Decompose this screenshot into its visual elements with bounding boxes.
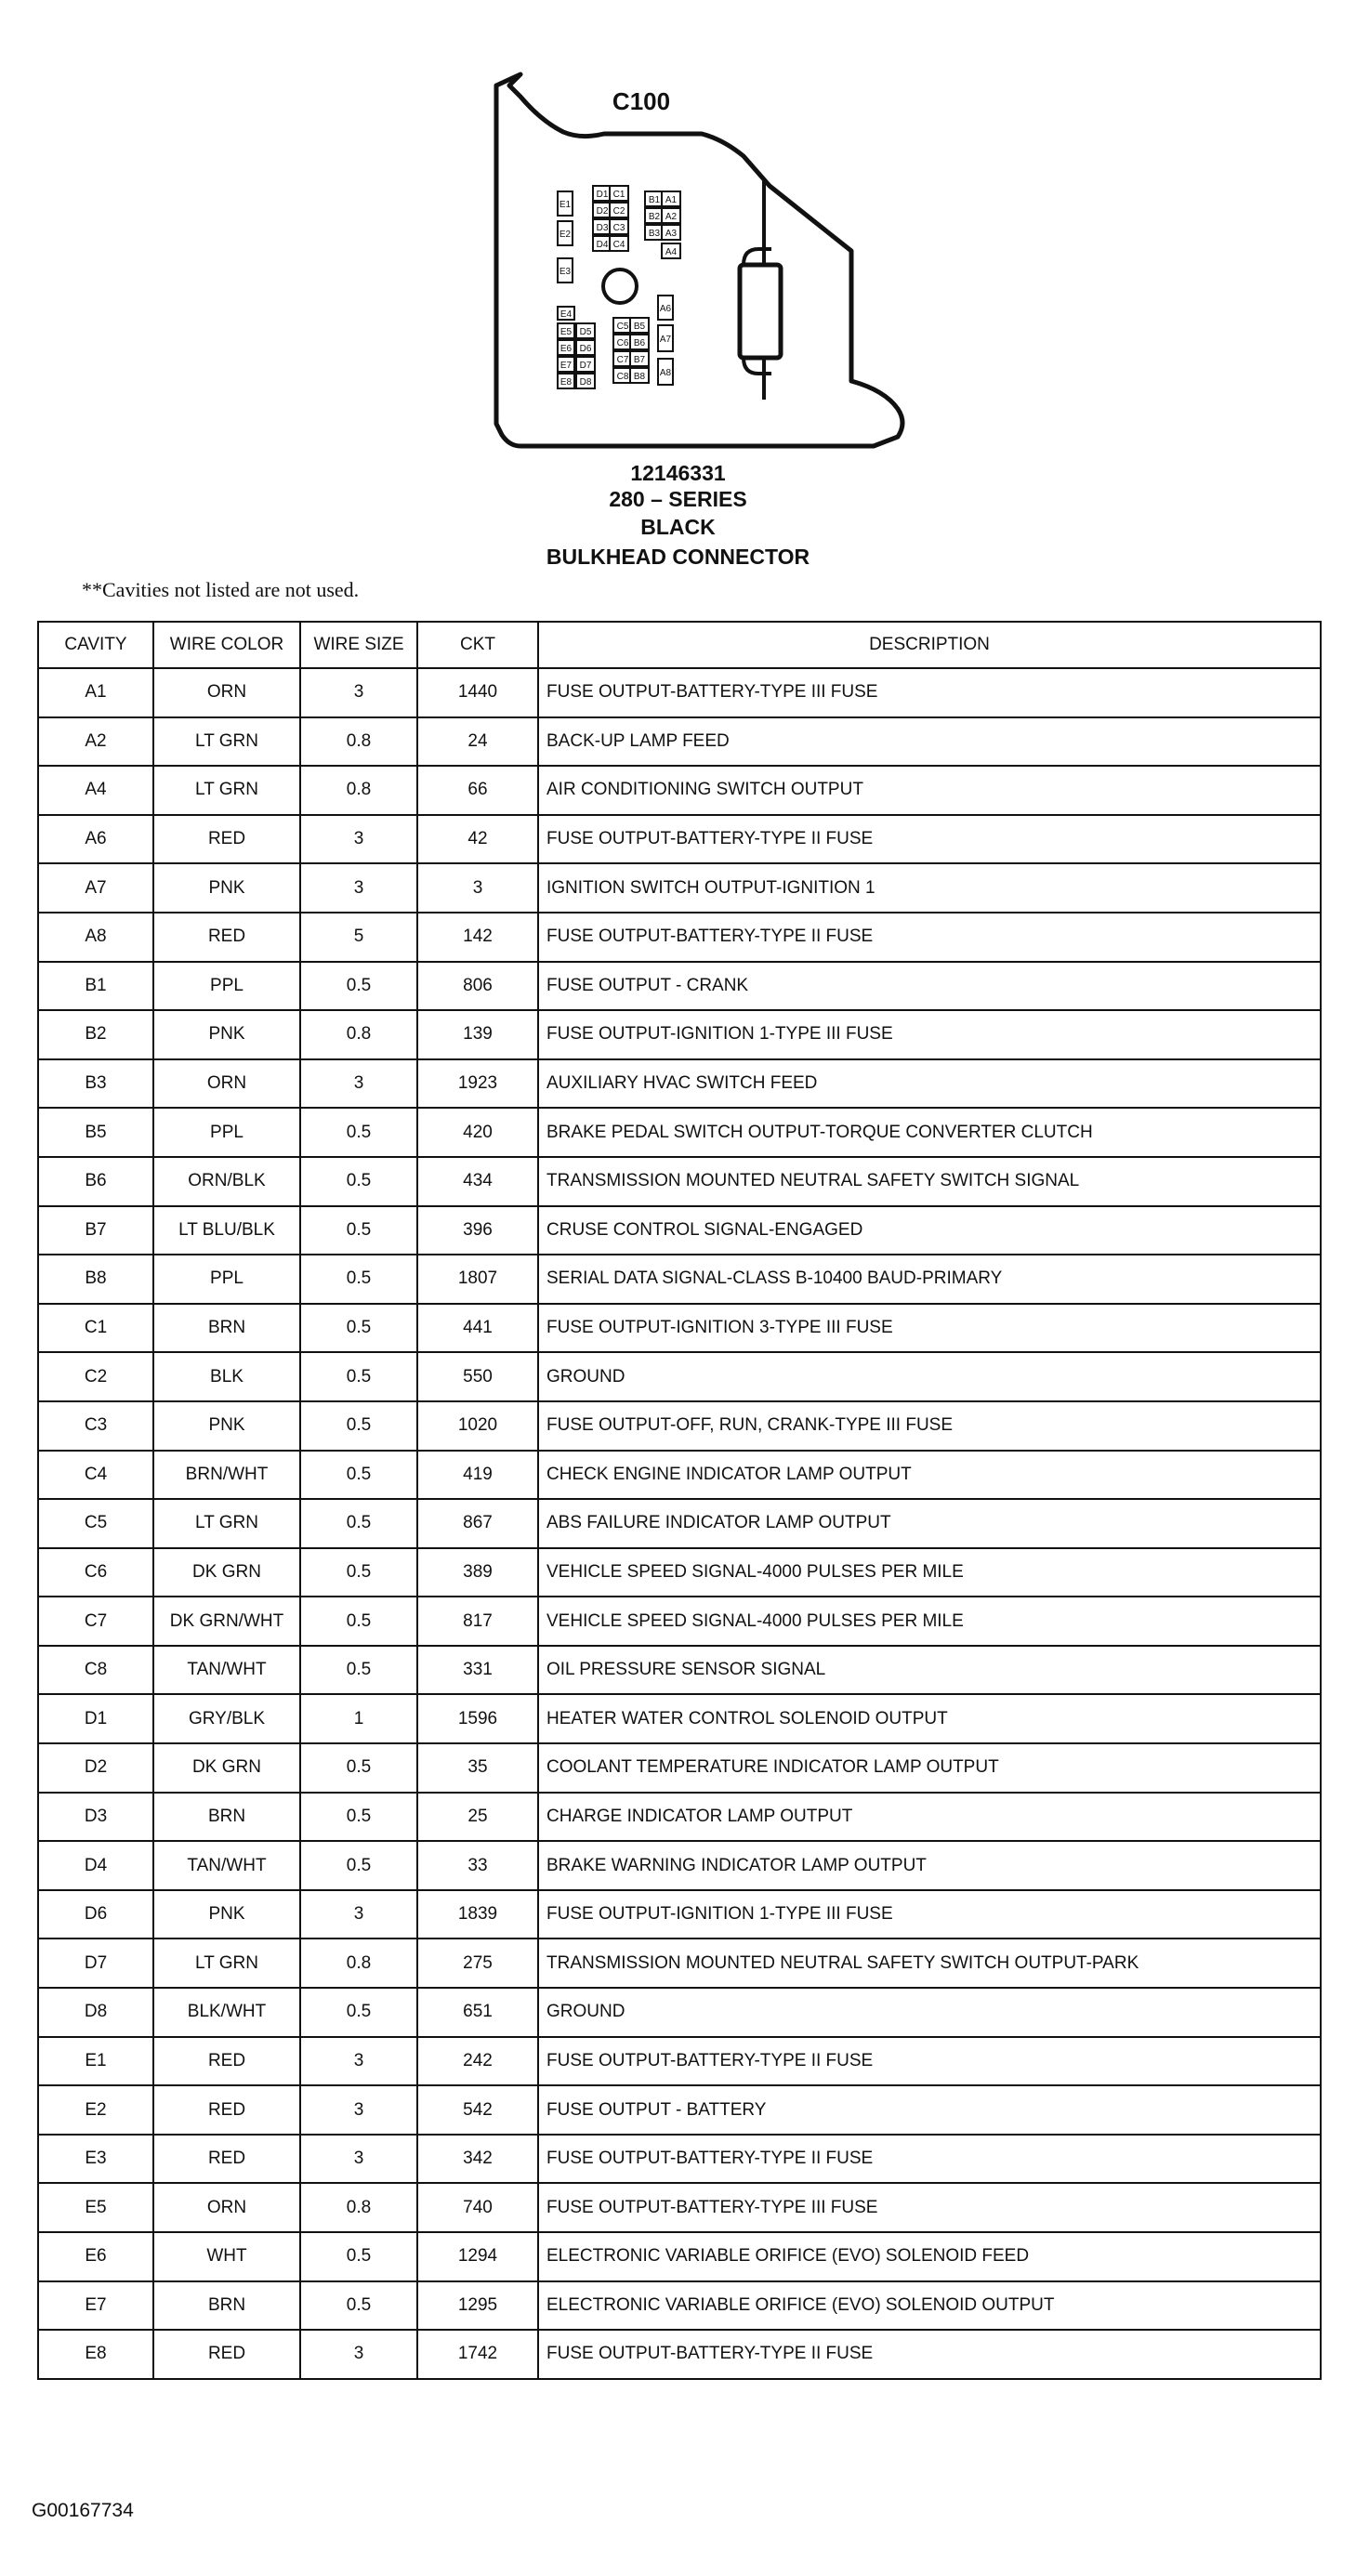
cell-wire-color: LT BLU/BLK: [153, 1206, 300, 1255]
cell-cavity: B1: [38, 962, 153, 1011]
table-row: [38, 1157, 1321, 1206]
cell-wire-size: 3: [300, 1059, 417, 1109]
cell-description: BRAKE PEDAL SWITCH OUTPUT-TORQUE CONVERTER CLUTCH: [538, 1108, 1321, 1157]
cavity-label: E2: [559, 230, 572, 240]
cell-cavity: B6: [38, 1157, 153, 1206]
cell-wire-size: 3: [300, 668, 417, 717]
table-row: [38, 1451, 1321, 1500]
table-row: [38, 1988, 1321, 2037]
cell-wire-size: 0.5: [300, 2232, 417, 2281]
cavity-label: D6: [579, 344, 592, 354]
cell-ckt: 542: [417, 2085, 538, 2135]
cavity-label: A1: [665, 195, 678, 205]
cell-description: TRANSMISSION MOUNTED NEUTRAL SAFETY SWITCH OUTPUT-PARK: [538, 1939, 1321, 1988]
cell-cavity: C1: [38, 1304, 153, 1353]
cell-wire-color: ORN: [153, 1059, 300, 1109]
cavity-label: D7: [579, 361, 592, 371]
cavity-label: C2: [612, 206, 625, 217]
connector-name: C100: [612, 87, 671, 115]
cell-wire-color: ORN/BLK: [153, 1157, 300, 1206]
cell-cavity: D2: [38, 1743, 153, 1793]
latch: [740, 265, 781, 358]
cell-description: FUSE OUTPUT - CRANK: [538, 962, 1321, 1011]
cell-wire-color: DK GRN: [153, 1548, 300, 1597]
cell-wire-size: 0.5: [300, 1255, 417, 1304]
table-row: [38, 1694, 1321, 1743]
cell-wire-size: 3: [300, 1890, 417, 1939]
header-description: DESCRIPTION: [538, 622, 1321, 668]
cell-wire-size: 0.5: [300, 1548, 417, 1597]
cell-description: FUSE OUTPUT-BATTERY-TYPE III FUSE: [538, 2183, 1321, 2232]
cell-cavity: C5: [38, 1499, 153, 1548]
cell-ckt: 139: [417, 1010, 538, 1059]
cell-ckt: 389: [417, 1548, 538, 1597]
cavity-label: E3: [559, 267, 572, 277]
cell-wire-size: 0.5: [300, 1157, 417, 1206]
cell-description: FUSE OUTPUT-BATTERY-TYPE II FUSE: [538, 2135, 1321, 2184]
cell-cavity: B5: [38, 1108, 153, 1157]
cavity-label: D8: [579, 377, 592, 388]
cell-wire-size: 0.5: [300, 1841, 417, 1890]
table-row: [38, 1548, 1321, 1597]
cell-cavity: D3: [38, 1793, 153, 1842]
cell-description: BACK-UP LAMP FEED: [538, 717, 1321, 767]
connector-part-number: 12146331: [630, 461, 726, 485]
cell-cavity: C7: [38, 1597, 153, 1646]
cell-description: OIL PRESSURE SENSOR SIGNAL: [538, 1646, 1321, 1695]
cell-wire-color: RED: [153, 913, 300, 962]
cell-ckt: 33: [417, 1841, 538, 1890]
cavity-label: D1: [596, 190, 609, 200]
cell-wire-size: 0.5: [300, 1988, 417, 2037]
cell-cavity: D1: [38, 1694, 153, 1743]
cavity-label: E4: [560, 309, 573, 320]
cell-ckt: 275: [417, 1939, 538, 1988]
table-row: [38, 668, 1321, 717]
cell-ckt: 1596: [417, 1694, 538, 1743]
cell-wire-color: LT GRN: [153, 766, 300, 815]
header-wire-color: WIRE COLOR: [153, 622, 300, 668]
cell-description: CHARGE INDICATOR LAMP OUTPUT: [538, 1793, 1321, 1842]
table-row: [38, 1206, 1321, 1255]
cell-ckt: 441: [417, 1304, 538, 1353]
table-row: [38, 863, 1321, 913]
cell-wire-size: 0.5: [300, 1206, 417, 1255]
cell-description: ELECTRONIC VARIABLE ORIFICE (EVO) SOLENOID OUTPUT: [538, 2281, 1321, 2331]
cell-wire-size: 3: [300, 863, 417, 913]
cell-wire-color: RED: [153, 2135, 300, 2184]
cell-cavity: D6: [38, 1890, 153, 1939]
cell-cavity: E7: [38, 2281, 153, 2331]
cell-description: FUSE OUTPUT-BATTERY-TYPE II FUSE: [538, 2330, 1321, 2379]
cell-description: FUSE OUTPUT-OFF, RUN, CRANK-TYPE III FUSE: [538, 1401, 1321, 1451]
header-ckt: CKT: [417, 622, 538, 668]
cell-wire-color: PPL: [153, 1255, 300, 1304]
latch-clip-bottom: [744, 358, 771, 374]
cell-ckt: 66: [417, 766, 538, 815]
table-row: [38, 1255, 1321, 1304]
cell-description: FUSE OUTPUT-IGNITION 1-TYPE III FUSE: [538, 1010, 1321, 1059]
table-body: [38, 668, 1321, 2379]
table-row: [38, 1597, 1321, 1646]
cell-cavity: B3: [38, 1059, 153, 1109]
cell-wire-color: ORN: [153, 2183, 300, 2232]
cell-cavity: B2: [38, 1010, 153, 1059]
cell-description: TRANSMISSION MOUNTED NEUTRAL SAFETY SWITCH SIGNAL: [538, 1157, 1321, 1206]
cell-ckt: 817: [417, 1597, 538, 1646]
cell-wire-color: BRN/WHT: [153, 1451, 300, 1500]
cell-description: FUSE OUTPUT - BATTERY: [538, 2085, 1321, 2135]
cell-wire-size: 0.5: [300, 1499, 417, 1548]
cell-wire-size: 0.5: [300, 1352, 417, 1401]
cell-cavity: A7: [38, 863, 153, 913]
cavity-table: [37, 621, 1322, 2380]
cell-cavity: A2: [38, 717, 153, 767]
cell-wire-color: DK GRN: [153, 1743, 300, 1793]
table-row: [38, 1890, 1321, 1939]
cell-wire-color: BRN: [153, 1304, 300, 1353]
cell-cavity: B7: [38, 1206, 153, 1255]
cell-wire-color: GRY/BLK: [153, 1694, 300, 1743]
cavity-label: A2: [665, 212, 678, 222]
table-row: [38, 1059, 1321, 1109]
cavity-label: C7: [616, 355, 629, 365]
cell-ckt: 24: [417, 717, 538, 767]
cell-description: CHECK ENGINE INDICATOR LAMP OUTPUT: [538, 1451, 1321, 1500]
cell-cavity: E1: [38, 2037, 153, 2086]
cell-description: FUSE OUTPUT-BATTERY-TYPE II FUSE: [538, 2037, 1321, 2086]
cell-wire-size: 0.5: [300, 1108, 417, 1157]
cell-cavity: D4: [38, 1841, 153, 1890]
table-row: [38, 962, 1321, 1011]
cell-ckt: 419: [417, 1451, 538, 1500]
figure-id: G00167734: [32, 2500, 134, 2521]
cell-ckt: 1020: [417, 1401, 538, 1451]
table-row: [38, 1499, 1321, 1548]
cavity-label: C6: [616, 338, 629, 348]
cell-ckt: 806: [417, 962, 538, 1011]
cell-wire-size: 0.5: [300, 2281, 417, 2331]
table-row: [38, 815, 1321, 864]
table-row: [38, 1841, 1321, 1890]
cavity-label: E6: [560, 344, 573, 354]
connector-series: 280 – SERIES: [609, 487, 747, 511]
cavity-label: A6: [659, 304, 672, 314]
cell-ckt: 35: [417, 1743, 538, 1793]
cell-ckt: 242: [417, 2037, 538, 2086]
cell-description: HEATER WATER CONTROL SOLENOID OUTPUT: [538, 1694, 1321, 1743]
cavity-label: A3: [665, 229, 678, 239]
cavity-label: E5: [560, 327, 573, 337]
table-row: [38, 766, 1321, 815]
cavity-label: B2: [648, 212, 661, 222]
cell-wire-size: 0.5: [300, 1646, 417, 1695]
cavity-label: E1: [559, 200, 572, 210]
cell-ckt: 420: [417, 1108, 538, 1157]
cell-description: GROUND: [538, 1352, 1321, 1401]
header-wire-size: WIRE SIZE: [300, 622, 417, 668]
cell-wire-color: ORN: [153, 668, 300, 717]
table-row: [38, 913, 1321, 962]
cell-cavity: B8: [38, 1255, 153, 1304]
table-row: [38, 1304, 1321, 1353]
cavity-label: B6: [633, 338, 646, 348]
table-row: [38, 2330, 1321, 2379]
cell-description: FUSE OUTPUT-BATTERY-TYPE II FUSE: [538, 815, 1321, 864]
cell-description: ELECTRONIC VARIABLE ORIFICE (EVO) SOLENOID FEED: [538, 2232, 1321, 2281]
cell-wire-size: 0.5: [300, 1401, 417, 1451]
cell-wire-size: 0.5: [300, 1793, 417, 1842]
cell-cavity: C4: [38, 1451, 153, 1500]
cell-wire-color: PPL: [153, 1108, 300, 1157]
table-row: [38, 1108, 1321, 1157]
cell-wire-color: BLK: [153, 1352, 300, 1401]
table-row: [38, 1793, 1321, 1842]
cavity-label: E7: [560, 361, 573, 371]
table-row: [38, 1010, 1321, 1059]
cavity-label: C3: [612, 223, 625, 233]
cell-cavity: A8: [38, 913, 153, 962]
cell-ckt: 1295: [417, 2281, 538, 2331]
cell-wire-color: PPL: [153, 962, 300, 1011]
table-row: [38, 2232, 1321, 2281]
table-header-row: [38, 622, 1321, 668]
cell-wire-color: RED: [153, 2037, 300, 2086]
cell-description: FUSE OUTPUT-IGNITION 3-TYPE III FUSE: [538, 1304, 1321, 1353]
table-row: [38, 1939, 1321, 1988]
cavity-label: B8: [633, 372, 646, 382]
cell-description: FUSE OUTPUT-BATTERY-TYPE II FUSE: [538, 913, 1321, 962]
cell-description: AIR CONDITIONING SWITCH OUTPUT: [538, 766, 1321, 815]
cell-wire-size: 3: [300, 2135, 417, 2184]
cell-ckt: 867: [417, 1499, 538, 1548]
cell-ckt: 342: [417, 2135, 538, 2184]
cavity-label: D2: [596, 206, 609, 217]
table-row: [38, 2037, 1321, 2086]
cell-wire-color: LT GRN: [153, 1499, 300, 1548]
cell-wire-color: BRN: [153, 2281, 300, 2331]
cell-wire-color: PNK: [153, 1401, 300, 1451]
cell-wire-size: 0.5: [300, 962, 417, 1011]
cell-description: COOLANT TEMPERATURE INDICATOR LAMP OUTPUT: [538, 1743, 1321, 1793]
cell-description: FUSE OUTPUT-IGNITION 1-TYPE III FUSE: [538, 1890, 1321, 1939]
cavity-label: D5: [579, 327, 592, 337]
cell-ckt: 3: [417, 863, 538, 913]
cell-cavity: C6: [38, 1548, 153, 1597]
table-row: [38, 2183, 1321, 2232]
cell-description: BRAKE WARNING INDICATOR LAMP OUTPUT: [538, 1841, 1321, 1890]
cell-cavity: E8: [38, 2330, 153, 2379]
table-row: [38, 1743, 1321, 1793]
cavity-label: D3: [596, 223, 609, 233]
cell-wire-size: 0.8: [300, 1939, 417, 1988]
cavity-label: B7: [633, 355, 646, 365]
cell-description: GROUND: [538, 1988, 1321, 2037]
cell-ckt: 1440: [417, 668, 538, 717]
cell-wire-color: TAN/WHT: [153, 1646, 300, 1695]
latch-clip-top: [744, 249, 771, 265]
cavity-label: B1: [648, 195, 661, 205]
table-row: [38, 1646, 1321, 1695]
cell-wire-color: RED: [153, 2330, 300, 2379]
cell-ckt: 25: [417, 1793, 538, 1842]
cell-cavity: E5: [38, 2183, 153, 2232]
cell-cavity: A1: [38, 668, 153, 717]
unused-cavities-note: **Cavities not listed are not used.: [82, 578, 360, 601]
cell-wire-color: DK GRN/WHT: [153, 1597, 300, 1646]
cell-ckt: 331: [417, 1646, 538, 1695]
cell-cavity: A4: [38, 766, 153, 815]
cell-description: IGNITION SWITCH OUTPUT-IGNITION 1: [538, 863, 1321, 913]
connector-type: BULKHEAD CONNECTOR: [546, 545, 810, 569]
cell-cavity: D8: [38, 1988, 153, 2037]
header-cavity: CAVITY: [38, 622, 153, 668]
cell-wire-size: 0.5: [300, 1304, 417, 1353]
cell-cavity: C2: [38, 1352, 153, 1401]
cell-wire-size: 3: [300, 2037, 417, 2086]
table-row: [38, 1401, 1321, 1451]
table-row: [38, 2085, 1321, 2135]
table-row: [38, 1352, 1321, 1401]
keying-hole: [603, 269, 637, 303]
cavity-label: A7: [659, 335, 672, 345]
cell-description: SERIAL DATA SIGNAL-CLASS B-10400 BAUD-PRIMARY: [538, 1255, 1321, 1304]
cell-wire-size: 0.5: [300, 1597, 417, 1646]
cell-wire-color: WHT: [153, 2232, 300, 2281]
cell-wire-color: PNK: [153, 863, 300, 913]
cell-description: CRUSE CONTROL SIGNAL-ENGAGED: [538, 1206, 1321, 1255]
cell-description: VEHICLE SPEED SIGNAL-4000 PULSES PER MILE: [538, 1548, 1321, 1597]
cell-wire-size: 3: [300, 2330, 417, 2379]
cavity-label: C5: [616, 322, 629, 332]
cell-ckt: 1839: [417, 1890, 538, 1939]
cavity-label: A4: [665, 247, 678, 257]
cell-cavity: C8: [38, 1646, 153, 1695]
cell-wire-color: PNK: [153, 1890, 300, 1939]
cell-wire-size: 0.5: [300, 1743, 417, 1793]
cell-description: VEHICLE SPEED SIGNAL-4000 PULSES PER MILE: [538, 1597, 1321, 1646]
table-row: [38, 2135, 1321, 2184]
cell-ckt: 1294: [417, 2232, 538, 2281]
cell-wire-color: RED: [153, 815, 300, 864]
cell-wire-color: BRN: [153, 1793, 300, 1842]
cell-cavity: D7: [38, 1939, 153, 1988]
cell-ckt: 142: [417, 913, 538, 962]
cell-wire-size: 0.5: [300, 1451, 417, 1500]
cavity-label: E8: [560, 377, 573, 388]
cell-cavity: A6: [38, 815, 153, 864]
cell-ckt: 42: [417, 815, 538, 864]
cell-ckt: 1923: [417, 1059, 538, 1109]
cell-ckt: 1807: [417, 1255, 538, 1304]
cell-ckt: 434: [417, 1157, 538, 1206]
cell-wire-size: 5: [300, 913, 417, 962]
cell-cavity: E6: [38, 2232, 153, 2281]
cell-wire-color: RED: [153, 2085, 300, 2135]
cavity-label: B5: [633, 322, 646, 332]
cell-wire-size: 3: [300, 2085, 417, 2135]
cell-description: AUXILIARY HVAC SWITCH FEED: [538, 1059, 1321, 1109]
cavity-label: C1: [612, 190, 625, 200]
cavity-label: B3: [648, 229, 661, 239]
cavity-label: C4: [612, 240, 625, 250]
cell-wire-size: 0.8: [300, 1010, 417, 1059]
cell-ckt: 1742: [417, 2330, 538, 2379]
cell-wire-color: LT GRN: [153, 1939, 300, 1988]
cell-description: FUSE OUTPUT-BATTERY-TYPE III FUSE: [538, 668, 1321, 717]
cavity-label: A8: [659, 368, 672, 378]
cell-cavity: C3: [38, 1401, 153, 1451]
connector-color: BLACK: [640, 515, 716, 539]
cell-description: ABS FAILURE INDICATOR LAMP OUTPUT: [538, 1499, 1321, 1548]
cell-cavity: E2: [38, 2085, 153, 2135]
cell-wire-size: 0.8: [300, 717, 417, 767]
table-row: [38, 2281, 1321, 2331]
cell-ckt: 740: [417, 2183, 538, 2232]
cell-wire-size: 1: [300, 1694, 417, 1743]
cell-wire-size: 0.8: [300, 766, 417, 815]
cell-wire-color: PNK: [153, 1010, 300, 1059]
cell-wire-size: 0.8: [300, 2183, 417, 2232]
cell-ckt: 651: [417, 1988, 538, 2037]
table-row: [38, 717, 1321, 767]
cell-cavity: E3: [38, 2135, 153, 2184]
cell-wire-color: BLK/WHT: [153, 1988, 300, 2037]
cavity-label: C8: [616, 372, 629, 382]
cavity-label: D4: [596, 240, 609, 250]
cell-wire-color: TAN/WHT: [153, 1841, 300, 1890]
cell-wire-size: 3: [300, 815, 417, 864]
cell-wire-color: LT GRN: [153, 717, 300, 767]
cell-ckt: 550: [417, 1352, 538, 1401]
cell-ckt: 396: [417, 1206, 538, 1255]
